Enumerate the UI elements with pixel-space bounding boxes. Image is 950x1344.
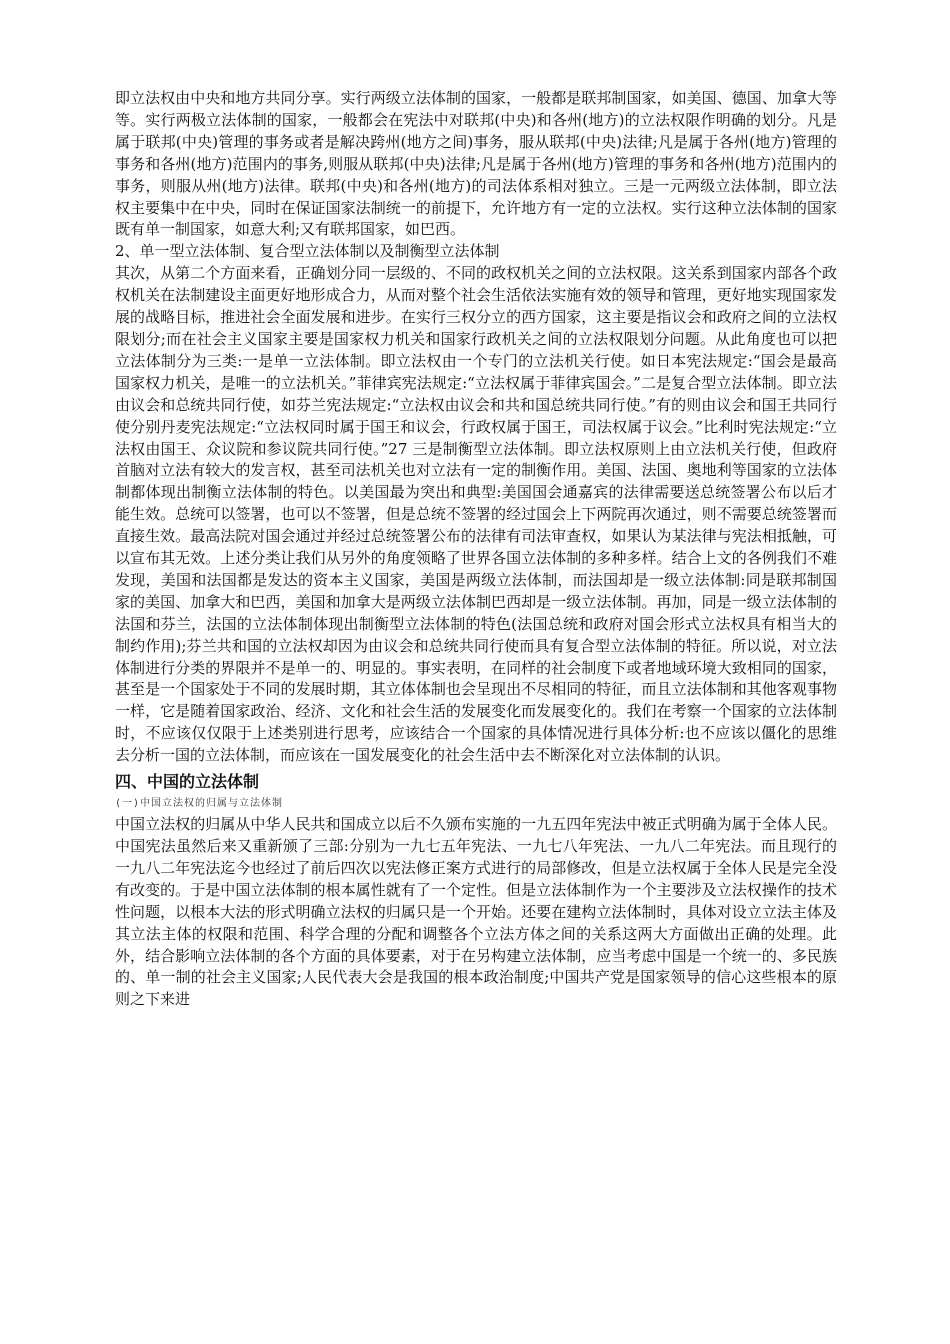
document-page (115, 88, 837, 1011)
section-title-china-legislation: 四、中国的立法体制 (115, 772, 260, 792)
paragraph-federal-legislation: 即立法权由中央和地方共同分享。实行两级立法体制的国家，一般都是联邦制国家，如美国、德国、加拿大等等。实行两极立法体制的国家，一般都会在宪法中对联邦(中央)和各州(地方)的立法权限作明确的划分。凡是属于联邦(中央)管理的事务或者是解决跨州(地方之间)事务，服从联邦(中央)法律;凡是属于各州(地方)管理的事务和各州(地方)范围内的事务,则服从联邦(中央)法律;凡是属于各州(地方)管理的事务和各州(地方)范围内的事务，则服从州(地方)法律。联邦(中央)和各州(地方)的司法体系相对独立。三是一元两级立法体制，即立法权主要集中在中央，同时在保证国家法制统一的前提下，允许地方有一定的立法权。实行这种立法体制的国家既有单一制国家，如意大利;又有联邦国家，如巴西。 (115, 89, 837, 239)
subheading-legislative-types: 2、单一型立法体制、复合型立法体制以及制衡型立法体制 (115, 242, 500, 261)
paragraph-legislative-division: 其次，从第二个方面来看，正确划分同一层级的、不同的政权机关之间的立法权限。这关系到国家内部各个政权机关在法制建设主面更好地形成合力，从而对整个社会生活依法实施有效的领导和管理，更好地实现国家发展的战略目标，推进社会全面发展和进步。在实行三权分立的西方国家，这主要是指议会和政府之间的立法权限划分;而在社会主义国家主要是国家权力机关和国家行政机关之间的立法权限划分问题。从此角度也可以把立法体制分为三类:一是单一立法体制。即立法权由一个专门的立法机关行使。如日本宪法规定:“国会是最高国家权力机关，是唯一的立法机关。”菲律宾宪法规定:“立法权属于菲律宾国会。”二是复合型立法体制。即立法由议会和总统共同行使，如芬兰宪法规定:“立法权由议会和共和国总统共同行使。”有的则由议会和国王共同行使分别丹麦宪法规定:“立法权同时属于国王和议会，行政权属于国王，司法权属于议会。”比利时宪法规定:“立法权由国王、众议院和参议院共同行使。”27 三是制衡型立法体制。即立法权原则上由立法机关行使，但政府首脑对立法有较大的发言权，甚至司法机关也对立法有一定的制衡作用。美国、法国、奥地利等国家的立法体制都体现出制衡立法体制的特色。以美国最为突出和典型:美国国会通嘉宾的法律需要送总统签署公布以后才能生效。总统可以签署，也可以不签署，但是总统不签署的经过国会上下两院再次通过，则不需要总统签署而直接生效。最高法院对国会通过并经过总统签署公布的法律有司法审查权，如果认为某法律与宪法相抵触，可以宣布其无效。上述分类让我们从另外的角度领略了世界各国立法体制的多种多样。结合上文的各例我们不难发现，美国和法国都是发达的资本主义国家，美国是两级立法体制，而法国却是一级立法体制:同是联邦制国家的美国、加拿大和巴西，美国和加拿大是两级立法体制巴西却是一级立法体制。再加，同是一级立法体制的法国和芬兰，法国的立法体制体现出制衡型立法体制的特色(法国总统和政府对国会形式立法权具有相当大的制约作用);芬兰共和国的立法权却因为由议会和总统共同行使而具有复合型立法体制的特征。所以说，对立法体制进行分类的界限并不是单一的、明显的。事实表明，在同样的社会制度下或者地域环境大致相同的国家，甚至是一个国家处于不同的发展时期，其立体体制也会呈现出不尽相同的特征，而且立法体制和其他客观事物一样，它是随着国家政治、经济、文化和社会生活的发展变化而发展变化的。我们在考察一个国家的立法体制时，不应该仅仅限于上述类别进行思考，应该结合一个国家的具体情况进行具体分析:也不应该以僵化的思维去分析一国的立法体制，而应该在一国发展变化的社会生活中去不断深化对立法体制的认识。 (115, 264, 837, 765)
subsection-heading-small: (一)中国立法权的归属与立法体制 (115, 798, 284, 810)
paragraph-china-legislative-power: 中国立法权的归属从中华人民共和国成立以后不久颁布实施的一九五四年宪法中被正式明确为属于全体人民。中国宪法虽然后来又重新颁了三部:分别为一九七五年宪法、一九七八年宪法、一九八二年宪法。而且现行的一九八二年宪法迄今也经过了前后四次以宪法修正案方式进行的局部修改，但是立法权属于全体人民是完全没有改变的。于是中国立法体制的根本属性就有了一个定性。但是立法体制作为一个主要涉及立法权操作的技术性问题，以根本大法的形式明确立法权的归属只是一个开始。还要在建构立法体制时，具体对设立立法主体及其立法主体的权限和范围、科学合理的分配和调整各个立法方体之间的关系这两大方面做出正确的处理。此外，结合影响立法体制的各个方面的具体要素，对于在另构建立法体制，应当考虑中国是一个统一的、多民族的、单一制的社会主义国家;人民代表大会是我国的根本政治制度;中国共产党是国家领导的信心这些根本的原则之下来进 (115, 815, 837, 1009)
